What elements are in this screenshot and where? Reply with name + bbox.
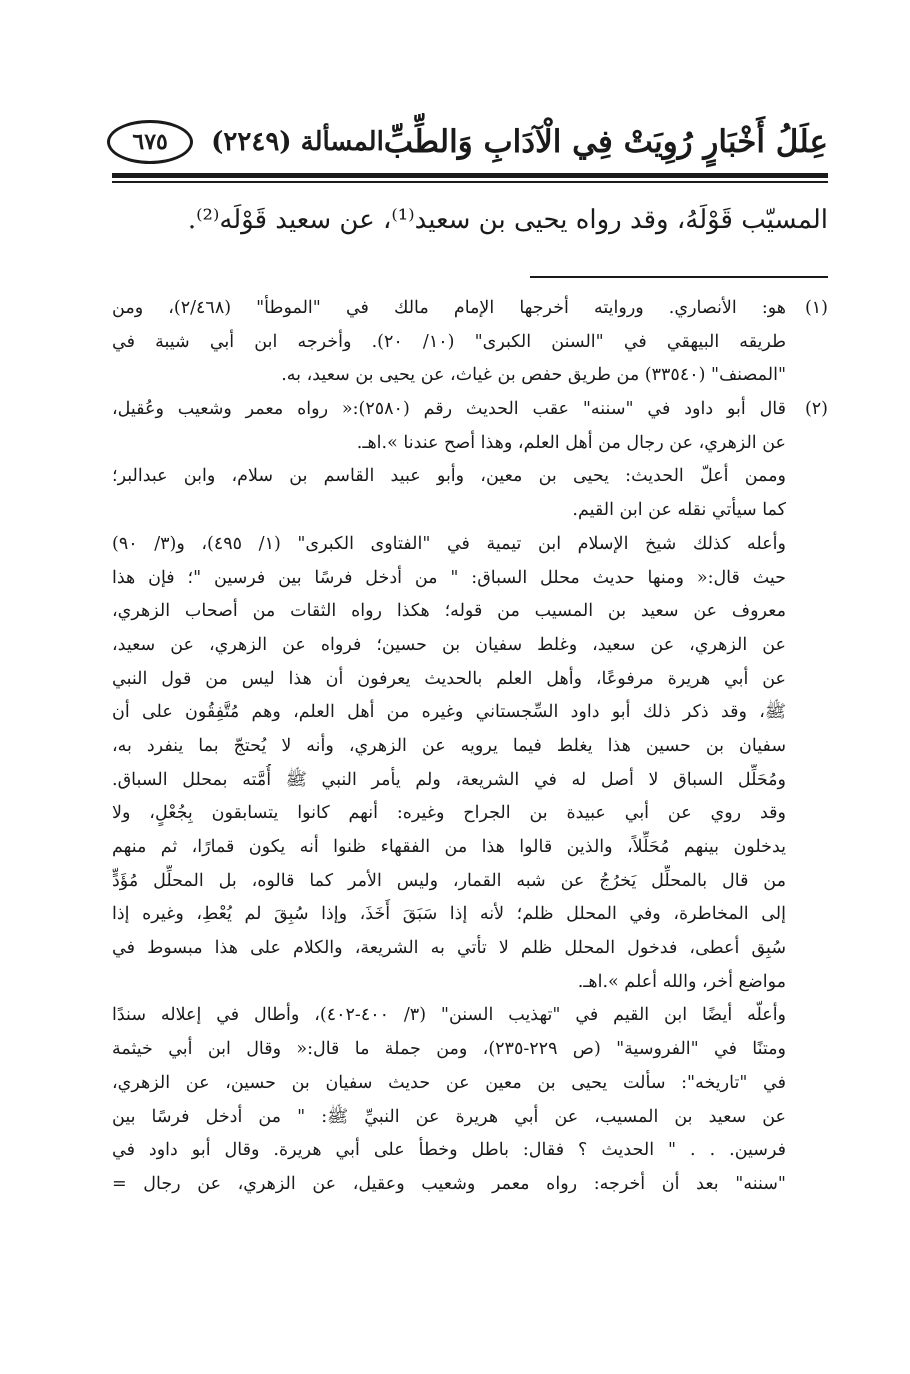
- footnote-line: كما سيأتي نقله عن ابن القيم.: [572, 500, 786, 521]
- header-rule-thick: [112, 173, 828, 178]
- footnotes: [112, 292, 828, 1202]
- running-header: [112, 112, 828, 172]
- footnote-line: يدخلون بينهم مُحَلِّلاً، والذين قالوا هذا من الفقهاء ظنوا أنه يكون قمارًا، ثم منهم: [112, 837, 786, 857]
- page-number: ٦٧٥: [107, 120, 193, 164]
- footnote-line: ﷺ، وقد ذكر ذلك أبو داود السِّجستاني وغيره من أهل العلم، وهم مُتَّفِقُون على أن: [112, 702, 786, 723]
- footnote-separator: [530, 276, 828, 278]
- header-meta: [107, 120, 384, 164]
- footnote-line: فرسين. . . " الحديث ؟ فقال: باطل وخطأ على أبي هريرة. وقال أبو داود في: [112, 1140, 786, 1161]
- footnote-number: (٢): [804, 399, 828, 420]
- footnote-line: وأعله كذلك شيخ الإسلام ابن تيمية في "الفتاوى الكبرى" (١/ ٤٩٥)، و(٣/ ٩٠): [112, 533, 786, 554]
- footnote-line: وقد روي عن أبي عبيدة بن الجراح وغيره: أنهم كانوا يتسابقون بِجُعْلٍ، ولا: [112, 803, 786, 824]
- header-rule-thin: [112, 181, 828, 183]
- footnote-line: (١) هو: الأنصاري. وروايته أخرجها الإمام مالك في "الموطأ" (٢/٤٦٨)، ومن: [112, 292, 828, 326]
- footnote-line: "المصنف" (٣٣٥٤٠) من طريق حفص بن غياث، عن يحيى بن سعيد، به.: [281, 365, 786, 386]
- footnote-line: (٢) قال أبو داود في "سننه" عقب الحديث رقم (٢٥٨٠):« رواه معمر وشعيب وعُقيل،: [112, 393, 828, 427]
- footnote-line: حيث قال:« ومنها حديث محلل السباق: " من أدخل فرسًا بين فرسين "؛ فإن هذا: [112, 567, 786, 588]
- book-title: عِلَلُ أَخْبَارٍ رُوِيَتْ فِي الْآدَابِ وَالطِّبِّ: [383, 124, 828, 160]
- footnote-line: عن الزهري، عن رجال من أهل العلم، وهذا أصح عندنا ».اهـ.: [356, 432, 786, 453]
- main-text: المسيّب قَوْلَهُ، وقد رواه يحيى بن سعيد⁽¹⁾، عن سعيد قَوْلَه⁽²⁾.: [187, 205, 828, 235]
- footnote-line: سُبِق أعطى، فدخول المحلل ظلم لا تأتي به الشريعة، والكلام على هذا مبسوط في: [112, 938, 786, 959]
- footnote-line: في "تاريخه": سألت يحيى بن معين عن حديث سفيان بن حسين، عن الزهري،: [112, 1072, 786, 1093]
- footnote-line: ومتنًا في "الفروسية" (ص ٢٢٩-٢٣٥)، ومن جملة ما قال:« وقال ابن أبي خيثمة: [112, 1039, 787, 1060]
- footnote-line: ومُحَلِّل السباق لا أصل له في الشريعة، ولم يأمر النبي ﷺ أُمَّته بمحلل السباق.: [112, 769, 786, 790]
- footnote-line: وأعلّه أيضًا ابن القيم في "تهذيب السنن" (٣/ ٤٠٠-٤٠٢)، وأطال في إعلاله سندًا: [112, 1005, 787, 1026]
- issue-label: المسألة (٢٢٤٩): [211, 127, 384, 157]
- footnote-line: مواضع أخر، والله أعلم ».اهـ.: [577, 971, 786, 992]
- footnote-line: عن أبي هريرة مرفوعًا، وأهل العلم بالحديث يعرفون أن هذا ليس من قول النبي: [112, 668, 786, 689]
- footnote-number: (١): [804, 298, 828, 318]
- footnote-line: عن الزهري، عن سعيد، وغلط سفيان بن حسين؛ فرواه عن الزهري، عن سعيد،: [112, 634, 786, 655]
- footnote-line: "سننه" بعد أن أخرجه: رواه معمر وشعيب وعقيل، عن الزهري، عن رجال =: [112, 1173, 786, 1194]
- footnote-line: من قال بالمحلِّل يَخرُجُ عن شبه القمار، وليس الأمر كما قالوه، بل المحلِّل مُؤَدٍّ: [112, 870, 786, 891]
- footnote-line: إلى المخاطرة، وفي المحلل ظلم؛ لأنه إذا سَبَقَ أَخَذَ، وإذا سُبِقَ لم يُعْطِ، وغيره إذا: [112, 904, 786, 925]
- footnote-line: طريقه البيهقي في "السنن الكبرى" (١٠/ ٢٠). وأخرجه ابن أبي شيبة في: [112, 331, 787, 352]
- footnote-line: سفيان بن حسين هذا يغلط فيما يرويه عن الزهري، وأنه لا يُحتجّ بما ينفرد به،: [112, 735, 786, 756]
- footnote-line: وممن أعلّ الحديث: يحيى بن معين، وأبو عبيد القاسم بن سلام، وابن عبدالبر؛: [112, 466, 786, 487]
- footnote-line: معروف عن سعيد بن المسيب من قوله؛ هكذا رواه الثقات من أصحاب الزهري،: [112, 601, 786, 622]
- footnote-line: عن سعيد بن المسيب، عن أبي هريرة عن النبيِّ ﷺ: " من أدخل فرسًا بين: [112, 1106, 786, 1127]
